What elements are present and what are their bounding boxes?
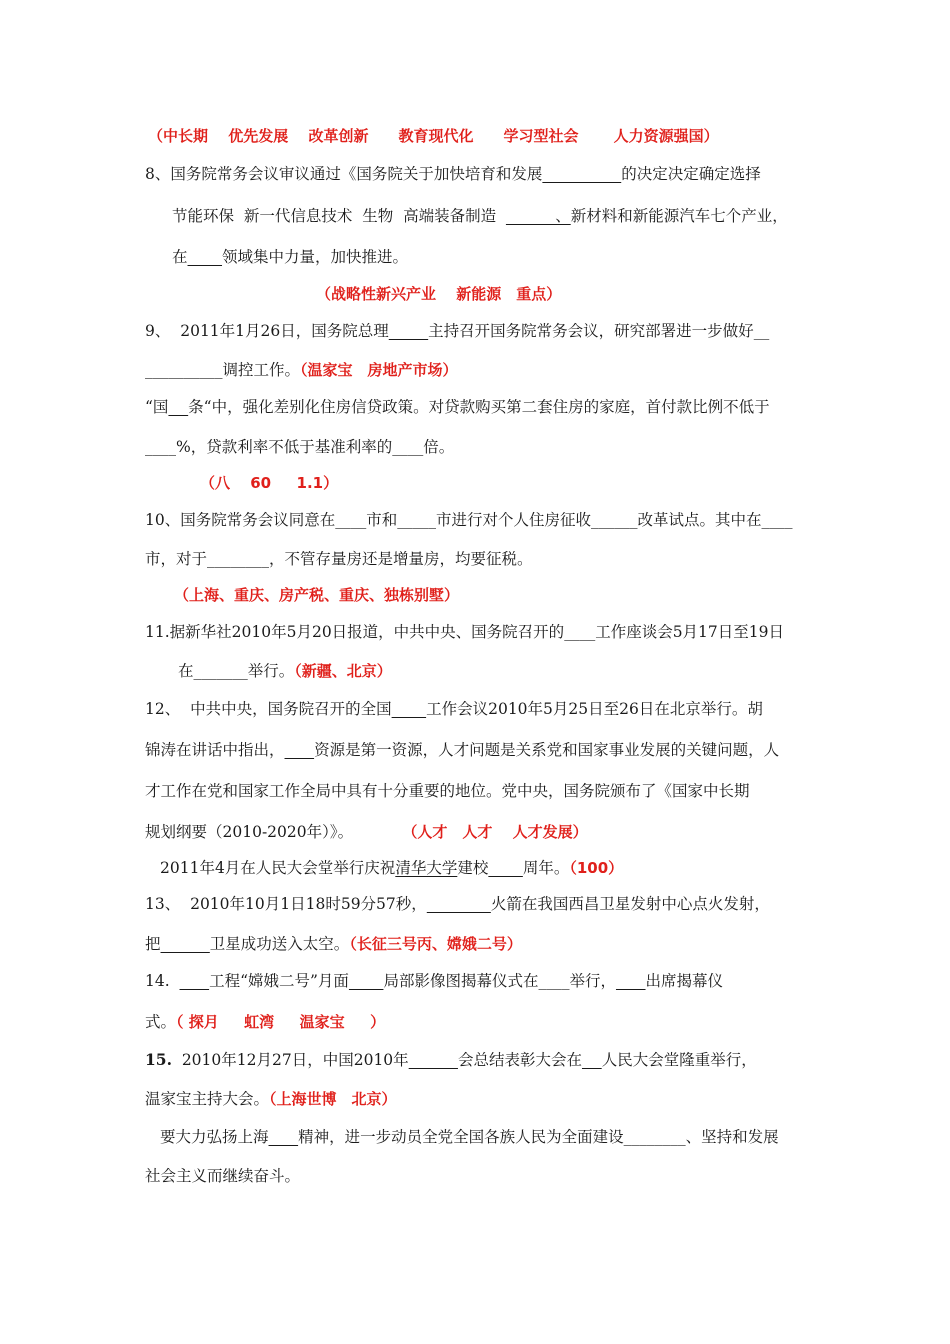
question-12-line-3 [145, 780, 950, 802]
answer-line-7 [148, 125, 950, 147]
question-10-line-1 [145, 509, 950, 531]
question-text: 周年。 [522, 859, 570, 877]
question-text: 领域集中力量，加快推进。 [222, 248, 409, 266]
question-number: 15. [145, 1050, 172, 1069]
question-text: 式。 [145, 1013, 177, 1031]
question-text: 工作座谈会5月17日至19日 [595, 623, 784, 641]
answer-text: （八 60 1.1） [200, 474, 339, 492]
fill-blank: ____ [761, 511, 793, 529]
question-text: 2011年4月在人民大会堂举行庆祝 [160, 859, 396, 877]
fill-blank [409, 1051, 458, 1069]
question-text: 才工作在党和国家工作全局中具有十分重要的地位。党中央，国务院颁布了《国家中长期 [145, 782, 750, 800]
question-text: 会总结表彰大会在 [457, 1051, 582, 1069]
fill-blank: ____ [145, 438, 176, 456]
fill-blank [188, 248, 223, 266]
fill-blank: __________ [145, 361, 223, 379]
question-text: 11.据新华社2010年5月20日报道，中共中央、国务院召开的 [145, 623, 565, 641]
fill-blank: ________ [623, 1128, 686, 1146]
question-9-line-3 [145, 396, 950, 418]
fill-blank: _______ [193, 662, 248, 680]
question-9-line-2 [145, 359, 950, 381]
question-8-line-1 [145, 163, 950, 185]
question-text: 条“中，强化差别化住房信贷政策。对贷款购买第二套住房的家庭，首付款比例不低于 [188, 398, 770, 416]
answer-line-9b [200, 472, 950, 494]
question-text: 规划纲要（2010-2020年）》。 [145, 823, 354, 841]
question-text: 市和 [366, 511, 398, 529]
question-text: 14. [145, 972, 180, 990]
question-text: 12、 中共中央，国务院召开的全国 [145, 700, 392, 718]
question-text: 火箭在我国西昌卫星发射中心点火发射， [490, 895, 770, 913]
question-8-line-2 [172, 205, 950, 227]
fill-blank [392, 700, 427, 718]
answer-text: （100） [569, 859, 624, 877]
fill-blank: ____ [392, 438, 424, 456]
question-text: 工作会议2010年5月25日至26日在北京举行。胡 [426, 700, 763, 718]
question-text: 温家宝主持大会。 [145, 1090, 270, 1108]
fill-blank [616, 972, 646, 990]
fill-blank [389, 322, 428, 340]
question-text: 节能环保 新一代信息技术 生物 高端装备制造 [172, 207, 506, 225]
fill-blank: ________ [207, 550, 270, 568]
question-text: 9、 2011年1月26日，国务院总理 [145, 322, 389, 340]
fill-blank: ____ [335, 511, 367, 529]
question-text: %，贷款利率不低于基准利率的 [176, 438, 393, 456]
question-text: 人民大会堂隆重举行， [601, 1051, 757, 1069]
question-text: 工程“嫦娥二号”月面 [209, 972, 349, 990]
fill-blank [427, 895, 491, 913]
question-text: 市，对于 [145, 550, 208, 568]
fill-blank [582, 1051, 602, 1069]
fill-blank [161, 935, 210, 953]
fill-blank [168, 398, 188, 416]
question-14-line-1 [145, 970, 950, 992]
question-text: 举行。 [247, 662, 295, 680]
fill-blank [285, 741, 315, 759]
question-text: 举行， [569, 972, 616, 990]
question-text: 社会主义而继续奋斗。 [145, 1167, 301, 1185]
fill-blank [269, 1128, 299, 1146]
answer-text: （ 探月 虹湾 温家宝 ） [176, 1013, 386, 1031]
question-text: 市进行对个人住房征收 [436, 511, 592, 529]
question-9-line-4 [145, 436, 950, 458]
question-15-line-1 [145, 1049, 950, 1071]
answer-text: （中长期 优先发展 改革创新 教育现代化 学习型社会 人力资源强国） [148, 127, 719, 145]
question-text: 卫星成功送入太空。 [209, 935, 350, 953]
question-15-line-2 [145, 1088, 950, 1110]
question-text: 8、国务院常务会议审议通过《国务院关于加快培育和发展 [145, 165, 543, 183]
question-14-line-2 [145, 1011, 950, 1033]
question-text: 新材料和新能源汽车七个产业， [570, 207, 788, 225]
question-text: 13、 2010年10月1日18时59分57秒， [145, 895, 427, 913]
question-text: 局部影像图揭幕仪式在 [383, 972, 539, 990]
question-text: 建校 [457, 859, 489, 877]
question-text: 改革试点。其中在 [637, 511, 762, 529]
question-text: 在 [178, 662, 194, 680]
question-text: 在 [172, 248, 188, 266]
question-9-line-1 [145, 320, 950, 342]
question-15-line-3 [160, 1126, 950, 1148]
question-text: 要大力弘扬上海 [160, 1128, 269, 1146]
question-text: 精神，进一步动员全党全国各族人民为全面建设 [298, 1128, 624, 1146]
question-text: 锦涛在讲话中指出， [145, 741, 285, 759]
answer-text: （人才 人才 人才发展） [402, 823, 588, 841]
answer-text: （温家宝 房地产市场） [300, 361, 458, 379]
question-text: 的决定决定确定选择 [621, 165, 761, 183]
question-text: 把 [145, 935, 161, 953]
question-15-line-4 [145, 1165, 950, 1187]
answer-text: （长征三号丙、嫦娥二号） [349, 935, 522, 953]
fill-blank: 、 [505, 207, 571, 225]
fill-blank: _____ [397, 511, 436, 529]
question-11-line-2 [178, 660, 950, 682]
answer-line-8 [316, 283, 950, 305]
question-text: 出席揭幕仪 [645, 972, 724, 990]
question-10-line-2 [145, 548, 950, 570]
question-text: 、坚持和发展 [685, 1128, 779, 1146]
fill-blank [180, 972, 210, 990]
question-12-line-2 [145, 739, 950, 761]
fill-blank [349, 972, 384, 990]
question-12-line-5 [160, 857, 950, 879]
fill-blank: ______ [591, 511, 638, 529]
fill-blank [542, 165, 621, 183]
question-12-line-4 [145, 821, 950, 843]
question-text: ，不管存量房还是增量房，均要征税。 [269, 550, 533, 568]
fill-blank: ____ [538, 972, 570, 990]
fill-blank: ____ [564, 623, 596, 641]
question-13-line-2 [145, 933, 950, 955]
answer-text: （新疆、北京） [294, 662, 392, 680]
question-text: 10、国务院常务会议同意在 [145, 511, 336, 529]
answer-text: （战略性新兴产业 新能源 重点） [316, 285, 562, 303]
answer-text: （上海、重庆、房产税、重庆、独栋别墅） [174, 586, 460, 604]
answer-line-10 [174, 584, 950, 606]
question-13-line-1 [145, 893, 950, 915]
fill-blank: __ [753, 322, 770, 340]
question-text: 调控工作。 [222, 361, 301, 379]
question-text: 倍。 [423, 438, 455, 456]
question-text: 主持召开国务院常务会议，研究部署进一步做好 [428, 322, 754, 340]
question-8-line-3 [172, 246, 950, 268]
answer-text: （上海世博 北京） [269, 1090, 397, 1108]
question-text: 2010年12月27日，中国2010年 [171, 1051, 409, 1069]
question-11-line-1 [145, 621, 950, 643]
question-text: 资源是第一资源，人才问题是关系党和国家事业发展的关键问题，人 [314, 741, 780, 759]
question-12-line-1 [145, 698, 950, 720]
question-text: “国 [145, 398, 169, 416]
underlined-text: 清华大学 [395, 859, 458, 877]
fill-blank [488, 859, 523, 877]
